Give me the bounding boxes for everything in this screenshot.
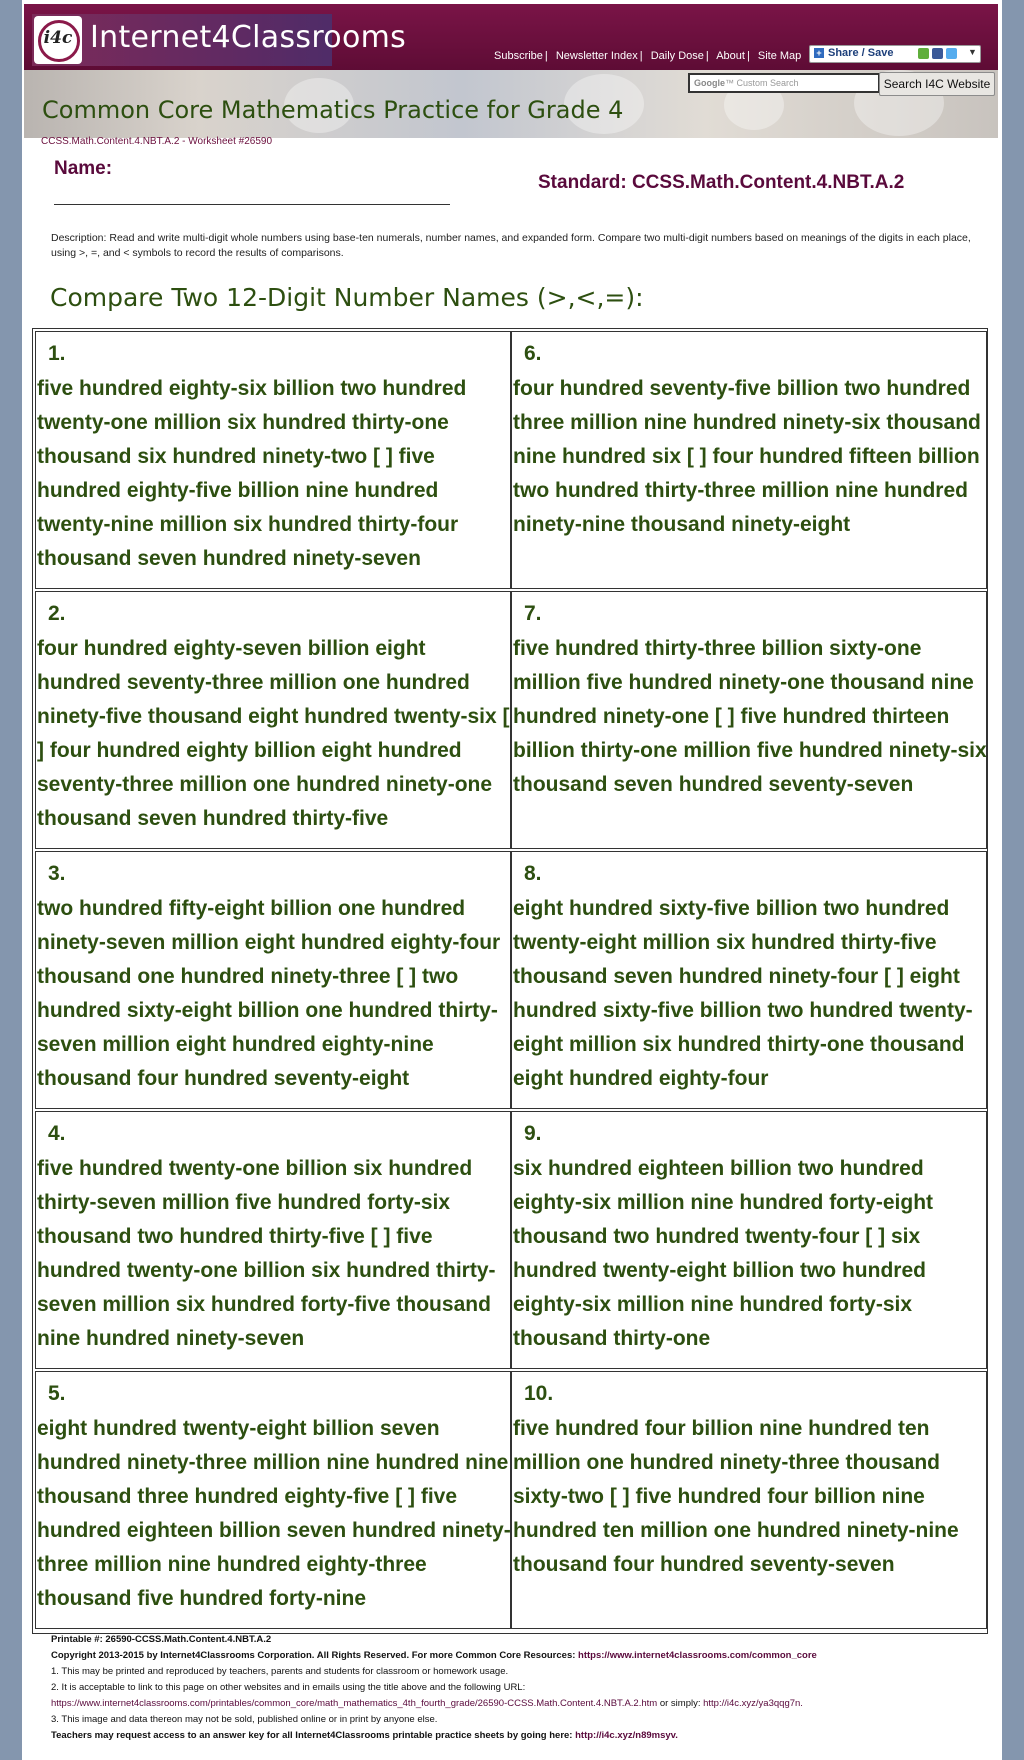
problem-cell [511, 591, 987, 849]
problem-cell [35, 1111, 511, 1369]
problem-text: five hundred thirty-three billion sixty-one million five hundred ninety-one thousand nine hundred ninety-one [ ] five hundred thirteen billion thirty-one million five hundred ninety-six thousand seven hundred seventy-seven [513, 637, 987, 796]
problem-cell [511, 1371, 987, 1629]
logo-icon-text: i4c [43, 28, 73, 48]
share-save-label: Share / Save [828, 47, 894, 59]
share-email-icon[interactable] [918, 48, 929, 59]
google-brand-text: Google [694, 78, 725, 88]
facebook-icon[interactable] [932, 48, 943, 59]
top-nav: Subscribe | Newsletter Index | Daily Dose | About | Site Map [494, 50, 802, 62]
printable-number: Printable #: 26590-CCSS.Math.Content.4.NBT.A.2 [51, 1634, 272, 1645]
name-line [54, 204, 450, 205]
problem-number: 9. [524, 1122, 542, 1145]
problem-text: six hundred eighteen billion two hundred eighty-six million nine hundred forty-eight thousand two hundred twenty-four [ ] six hundred twenty-eight billion two hundred eighty-six million nine hundred forty-six thousand thirty-one [513, 1157, 934, 1350]
twitter-icon[interactable] [946, 48, 957, 59]
site-name: Internet4Classrooms [90, 20, 407, 55]
problem-cell [511, 1111, 987, 1369]
problem-number: 4. [48, 1122, 66, 1145]
usage-note-2: 2. It is acceptable to link to this page on other websites and in emails using the title above and the following URL: [51, 1682, 526, 1693]
usage-note-3: 3. This image and data thereon may not be sold, published online or in print by anyone else. [51, 1714, 438, 1725]
problem-number: 3. [48, 862, 66, 885]
problem-number: 10. [524, 1382, 554, 1405]
nav-newsletter-index[interactable]: Newsletter Index [555, 50, 638, 62]
problem-number: 1. [48, 342, 66, 365]
search-button[interactable]: Search I4C Website [879, 72, 995, 96]
problem-cell [35, 331, 511, 589]
problem-cell [511, 331, 987, 589]
short-url-link[interactable]: http://i4c.xyz/ya3qqg7n. [703, 1698, 803, 1709]
problem-number: 5. [48, 1382, 66, 1405]
standard-label: Standard: CCSS.Math.Content.4.NBT.A.2 [538, 172, 905, 193]
problem-number: 7. [524, 602, 542, 625]
answer-key-link[interactable]: http://i4c.xyz/n89msyv. [575, 1730, 678, 1741]
nav-about[interactable]: About [716, 50, 745, 62]
problem-text: two hundred fifty-eight billion one hundred ninety-seven million eight hundred eighty-four thousand one hundred ninety-three [ ] two hundred sixty-eight billion one hundred thirty-seven million eight hundred eighty-nine thousand four hundred seventy-eight [37, 897, 501, 1090]
problem-cell [35, 1371, 511, 1629]
nav-subscribe[interactable]: Subscribe [494, 50, 543, 62]
copyright-text: Copyright 2013-2015 by Internet4Classrooms Corporation. All Rights Reserved. For more Common Core Resources: [51, 1650, 579, 1661]
copyright-line [51, 1648, 997, 1664]
problem-cell [35, 851, 511, 1109]
problem-text: five hundred twenty-one billion six hundred thirty-seven million five hundred forty-six thousand two hundred thirty-five [ ] five hundred twenty-one billion six hundred thirty-seven million six hundred forty-five thousand nine hundred ninety-seven [37, 1157, 496, 1350]
problem-number: 2. [48, 602, 66, 625]
worksheet-url-link[interactable]: https://www.internet4classrooms.com/printables/common_core/math_mathematics_4th_fourth_grade/26590-CCSS.Math.Content.4.NBT.A.2.htm [51, 1698, 658, 1709]
share-plus-icon: + [814, 48, 824, 58]
problems-table [32, 328, 988, 1634]
page [22, 0, 1002, 1760]
section-title: Compare Two 12-Digit Number Names (>,<,=): [50, 283, 644, 312]
problem-text: eight hundred sixty-five billion two hundred twenty-eight million six hundred thirty-five thousand seven hundred ninety-four [ ] eight hundred sixty-five billion two hundred twenty-eight million six hundred thirty-one thousand eight hundred eighty-four [513, 897, 973, 1090]
problem-text: four hundred seventy-five billion two hundred three million nine hundred ninety-six thousand nine hundred six [ ] four hundred fifteen billion two hundred thirty-three million nine hundred ninety-nine thousand ninety-eight [513, 377, 981, 536]
problem-text: five hundred four billion nine hundred ten million one hundred ninety-three thousand sixty-two [ ] five hundred four billion nine hundred ten million one hundred ninety-nine thousand four hundred seventy-seven [513, 1417, 959, 1576]
site-logo[interactable] [32, 14, 407, 66]
name-label: Name: [54, 158, 113, 179]
site-header [24, 4, 998, 70]
nav-site-map[interactable]: Site Map [757, 50, 802, 62]
page-title: Common Core Mathematics Practice for Grade 4 [42, 96, 624, 124]
problem-text: four hundred eighty-seven billion eight hundred seventy-three million one hundred ninety-five thousand eight hundred twenty-six [ ] four hundred eighty billion eight hundred seventy-three million one hundred ninety-one thousand seven hundred thirty-five [37, 637, 510, 830]
problem-number: 8. [524, 862, 542, 885]
problem-text: eight hundred twenty-eight billion seven hundred ninety-three million nine hundred nine thousand three hundred eighty-five [ ] five hundred eighteen billion seven hundred ninety-three million nine hundred eighty-three thousand five hundred forty-nine [37, 1417, 511, 1610]
description: Description: Read and write multi-digit whole numbers using base-ten numerals, number names, and expanded form. Compare two multi-digit numbers based on meanings of the digits in each place, using >, =, and < symbols to record the results of comparisons. [51, 232, 971, 259]
usage-note-1: 1. This may be printed and reproduced by teachers, parents and students for classroom or homework usage. [51, 1666, 509, 1677]
breadcrumb: CCSS.Math.Content.4.NBT.A.2 - Worksheet #26590 [41, 136, 273, 147]
share-save-button[interactable] [809, 45, 981, 63]
nav-daily-dose[interactable]: Daily Dose [650, 50, 704, 62]
chevron-down-icon[interactable]: ▼ [968, 47, 977, 57]
answer-key-text: Teachers may request access to an answer key for all Internet4Classrooms printable practice sheets by going here: [51, 1730, 576, 1741]
search-placeholder: Custom Search [736, 78, 799, 88]
url-line [51, 1696, 997, 1712]
problem-text: five hundred eighty-six billion two hundred twenty-one million six hundred thirty-one thousand six hundred ninety-two [ ] five hundred eighty-five billion nine hundred twenty-nine million six hundred thirty-four thousand seven hundred ninety-seven [37, 377, 467, 570]
answer-key-line [51, 1728, 997, 1744]
problem-number: 6. [524, 342, 542, 365]
footer [51, 1632, 997, 1744]
problem-cell [511, 851, 987, 1109]
search-input[interactable]: Google™ Custom Search [688, 73, 880, 93]
url-or-text: or simply: [657, 1698, 704, 1709]
problem-cell [35, 591, 511, 849]
i4c-logo-icon [34, 16, 82, 64]
common-core-link[interactable]: https://www.internet4classrooms.com/common_core [578, 1650, 817, 1661]
